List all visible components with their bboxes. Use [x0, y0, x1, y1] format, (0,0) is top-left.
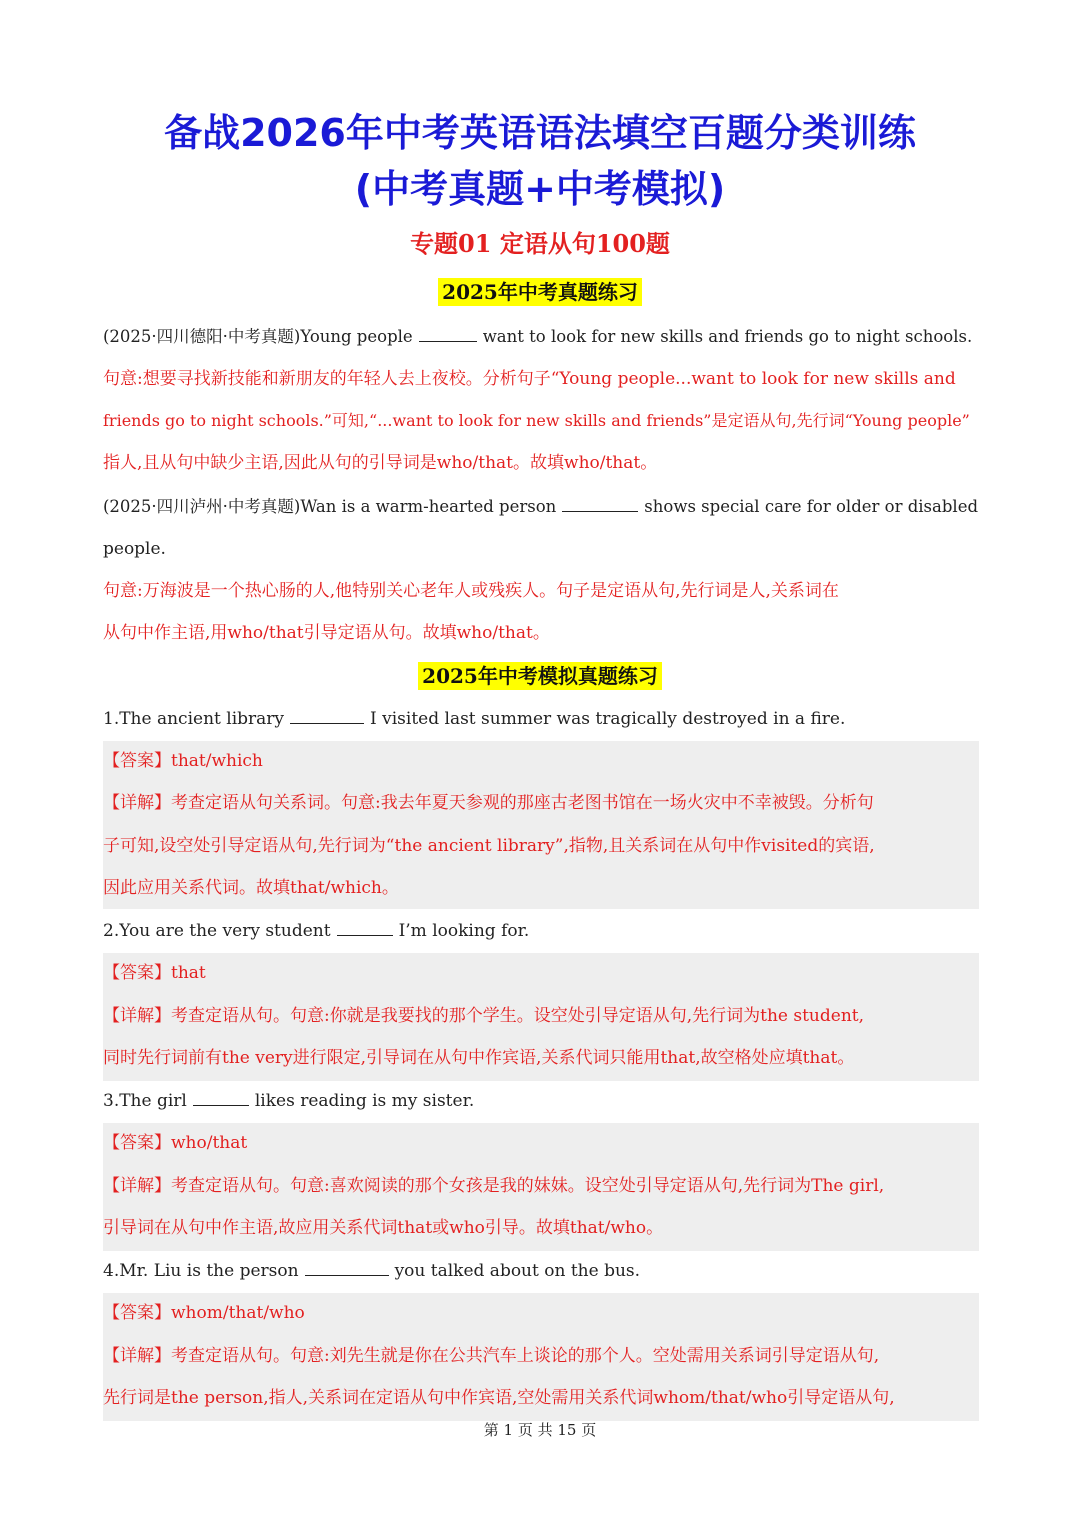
answer-label: 【答案】 [103, 1133, 171, 1153]
answer-value: who/that [171, 1133, 248, 1153]
question-text-pre: 1.The ancient library [103, 709, 285, 729]
answer-blank [193, 1087, 249, 1106]
question-text-post: I’m looking for. [398, 921, 530, 941]
real-explanation-2-line1: 句意:万海波是一个热心肠的人,他特别关心老年人或残疾人。句子是定语从句,先行词是人,关系词在 [103, 581, 839, 601]
detail-2-line2: 同时先行词前有the very进行限定,引导词在从句中作宾语,关系代词只能用that,故空格处应填that。 [103, 1048, 855, 1068]
detail-label: 【详解】 [103, 793, 171, 813]
detail-label: 【详解】 [103, 1176, 171, 1196]
answer-line-2 [103, 952, 979, 994]
mock-question-4 [103, 1250, 979, 1292]
question-text-post: I visited last summer was tragically destroyed in a fire. [370, 709, 846, 729]
page-title-line2: (中考真题+中考模拟) [354, 167, 726, 211]
question-text-post: want to look for new skills and friends go to night schools. [482, 327, 973, 346]
question-text-pre: 4.Mr. Liu is the person [103, 1261, 299, 1281]
page-subtitle: 专题01 定语从句100题 [410, 229, 670, 258]
answer-blank [562, 493, 638, 512]
real-question-1 [103, 316, 979, 358]
answer-blank [305, 1257, 389, 1276]
detail-4-line2: 先行词是the person,指人,关系词在定语从句中作宾语,空处需用关系代词whom/that/who引导定语从句, [103, 1388, 895, 1408]
question-text-post: likes reading is my sister. [254, 1091, 475, 1111]
section-heading-real-text: 2025年中考真题练习 [438, 278, 642, 306]
page-footer: 第 1 页 共 15 页 [483, 1421, 597, 1439]
question-text-post: you talked about on the bus. [394, 1261, 641, 1281]
real-explanation-2-line2: 从句中作主语,用who/that引导定语从句。故填who/that。 [103, 623, 550, 643]
answer-blank [419, 323, 477, 342]
real-explanation-1-line2: friends go to night schools.”可知,“...want to look for new skills and friends”是定语从句,先行词“Young people” [103, 411, 970, 430]
answer-label: 【答案】 [103, 1303, 171, 1323]
answer-blank [337, 917, 393, 936]
detail-2-line1 [103, 995, 979, 1037]
answer-value: that/which [171, 751, 263, 771]
detail-1-line3: 因此应用关系代词。故填that/which。 [103, 878, 399, 898]
section-heading-mock-text: 2025年中考模拟真题练习 [418, 662, 662, 690]
mock-question-2 [103, 910, 979, 952]
section-heading-real [0, 276, 1080, 308]
real-explanation-1-line1: 句意:想要寻找新技能和新朋友的年轻人去上夜校。分析句子“Young people...want to look for new skills and [103, 369, 956, 389]
detail-text: 考查定语从句。句意:刘先生就是你在公共汽车上谈论的那个人。空处需用关系词引导定语从句, [171, 1346, 880, 1366]
real-question-2 [103, 486, 979, 528]
detail-1-line1 [103, 782, 979, 824]
answer-line-4 [103, 1292, 979, 1334]
answer-value: that [171, 963, 206, 983]
answer-label: 【答案】 [103, 963, 171, 983]
answer-line-1 [103, 740, 979, 782]
detail-label: 【详解】 [103, 1346, 171, 1366]
answer-value: whom/that/who [171, 1303, 305, 1323]
detail-text: 考查定语从句。句意:你就是我要找的那个学生。设空处引导定语从句,先行词为the student, [171, 1006, 865, 1026]
detail-1-line2: 子可知,设空处引导定语从句,先行词为“the ancient library”,指物,且关系词在从句中作visited的宾语, [103, 836, 875, 856]
answer-blank [290, 705, 364, 724]
question-text-pre: (2025·四川泸州·中考真题)Wan is a warm-hearted person [103, 497, 557, 516]
question-text-pre: 3.The girl [103, 1091, 187, 1111]
real-question-2-cont: people. [103, 539, 166, 559]
detail-text: 考查定语从句。句意:喜欢阅读的那个女孩是我的妹妹。设空处引导定语从句,先行词为The girl, [171, 1176, 885, 1196]
question-text-pre: (2025·四川德阳·中考真题)Young people [103, 327, 413, 346]
answer-line-3 [103, 1122, 979, 1164]
real-explanation-1-line3: 指人,且从句中缺少主语,因此从句的引导词是who/that。故填who/that。 [103, 453, 658, 473]
question-text-pre: 2.You are the very student [103, 921, 331, 941]
detail-4-line1 [103, 1335, 979, 1377]
mock-question-3 [103, 1080, 979, 1122]
mock-question-1 [103, 698, 979, 740]
detail-3-line1 [103, 1165, 979, 1207]
answer-label: 【答案】 [103, 751, 171, 771]
question-text-post: shows special care for older or disabled [644, 497, 979, 516]
detail-3-line2: 引导词在从句中作主语,故应用关系代词that或who引导。故填that/who。 [103, 1218, 664, 1238]
detail-label: 【详解】 [103, 1006, 171, 1026]
section-heading-mock [0, 660, 1080, 692]
page-title-line1: 备战2026年中考英语语法填空百题分类训练 [164, 111, 916, 155]
detail-text: 考查定语从句关系词。句意:我去年夏天参观的那座古老图书馆在一场火灾中不幸被毁。分析句 [171, 793, 874, 813]
